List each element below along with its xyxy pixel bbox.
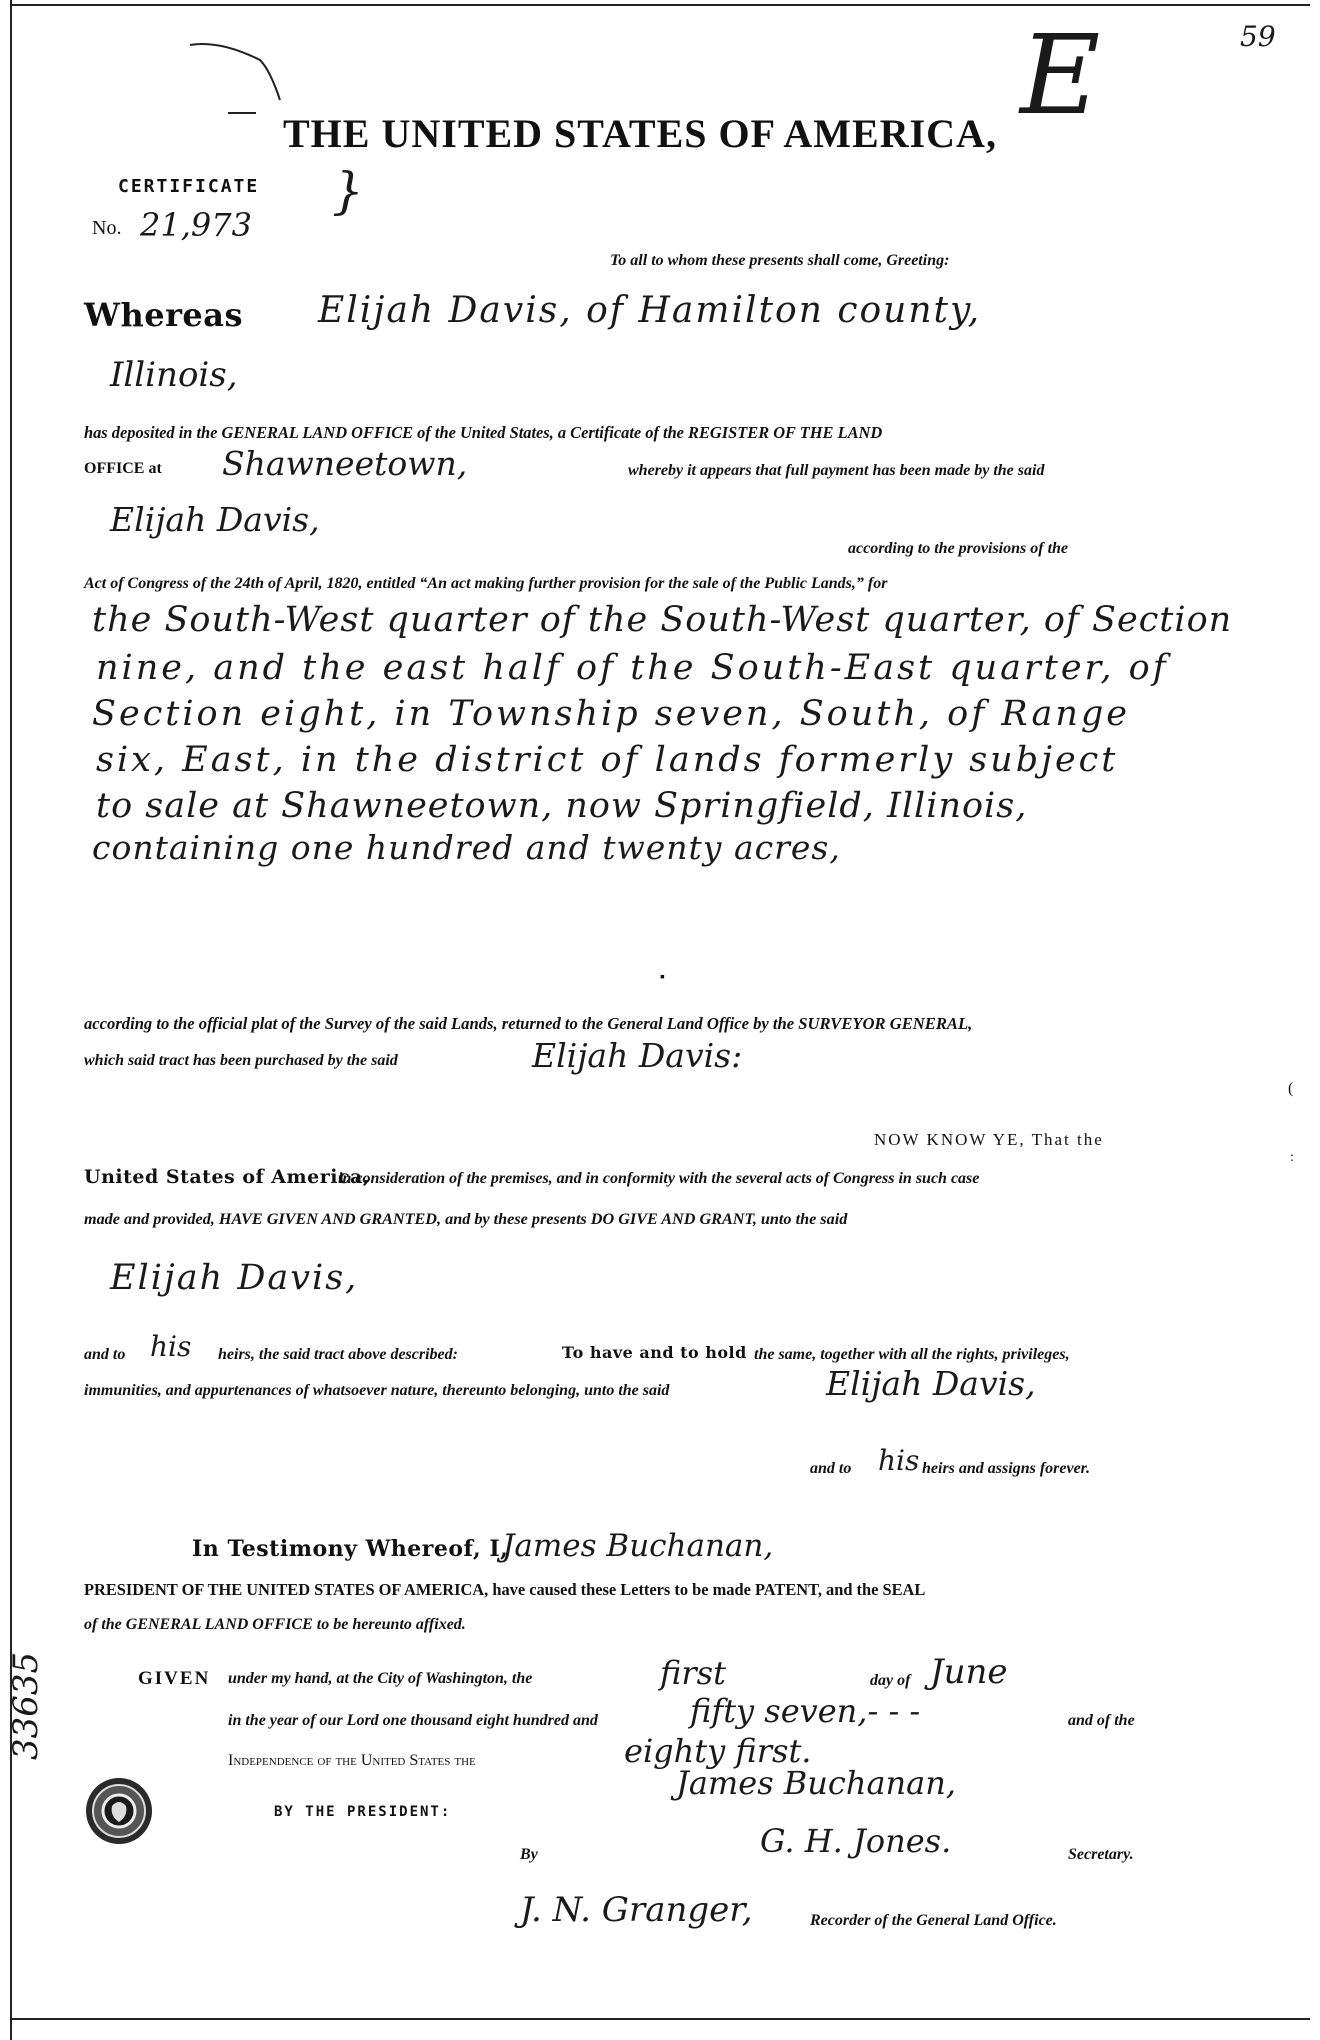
by-the-president: BY THE PRESIDENT: <box>274 1804 452 1820</box>
grantee-name-2: Elijah Davis, <box>826 1364 1036 1403</box>
top-border <box>10 4 1310 6</box>
grantee-line-1: Elijah Davis, of Hamilton county, <box>318 290 982 331</box>
now-know-ye: NOW KNOW YE, That the <box>874 1130 1104 1149</box>
secretary-label: Secretary. <box>1068 1846 1134 1863</box>
grantee-line-2: Illinois, <box>110 355 238 395</box>
land-description-line-4: six, East, in the district of lands formerly subject <box>96 740 1119 780</box>
payer-name: Elijah Davis, <box>110 500 320 539</box>
signature-secretary: G. H. Jones. <box>760 1822 952 1860</box>
small-mark: ▪ <box>660 970 665 985</box>
heirs-forever: heirs and assigns forever. <box>922 1460 1091 1477</box>
year-value: fifty seven,- - - <box>690 1692 921 1730</box>
president-name: James Buchanan, <box>502 1528 774 1564</box>
certificate-no-label: No. <box>92 217 122 239</box>
independence-value: eighty first. <box>624 1732 812 1770</box>
certificate-number: 21,973 <box>140 206 252 244</box>
whereas-heading: Whereas <box>84 296 244 334</box>
purchaser-name: Elijah Davis: <box>532 1036 743 1075</box>
seal-text: of the GENERAL LAND OFFICE to be hereunto affixed. <box>84 1616 466 1633</box>
bottom-border <box>10 2018 1310 2020</box>
and-of-the-label: and of the <box>1068 1712 1135 1729</box>
president-text: PRESIDENT OF THE UNITED STATES OF AMERICA, have caused these Letters to be made PATENT, and the SEAL <box>84 1580 926 1599</box>
grantee-name: Elijah Davis, <box>110 1258 359 1298</box>
given-label: GIVEN <box>138 1668 211 1689</box>
heirs-text: heirs, the said tract above described: <box>218 1346 458 1363</box>
margin-number: 33635 <box>6 1651 46 1760</box>
plat-text: according to the official plat of the Survey of the said Lands, returned to the General Land Office by the SURVEYOR GENERAL, <box>84 1014 973 1033</box>
his-2: his <box>878 1444 920 1477</box>
same-text: the same, together with all the rights, privileges, <box>754 1346 1070 1363</box>
corner-mark: E <box>1020 11 1101 139</box>
month-value: June <box>930 1652 1008 1692</box>
land-description-line-3: Section eight, in Township seven, South, of Range <box>92 694 1130 734</box>
provisions-text: according to the provisions of the <box>848 540 1069 557</box>
signature-president: James Buchanan, <box>676 1764 956 1802</box>
document-title: THE UNITED STATES OF AMERICA, <box>283 111 997 156</box>
small-mark: ( <box>1288 1080 1294 1097</box>
day-value: first <box>660 1654 726 1692</box>
testimony-gothic: In Testimony Whereof, I, <box>192 1536 509 1562</box>
act-text: Act of Congress of the 24th of April, 1820, entitled “An act making further provision for the sale of the Public Lands,” for <box>84 575 888 592</box>
office-place: Shawneetown, <box>222 444 468 483</box>
general-land-office-seal-icon <box>84 1776 154 1846</box>
office-at-label: OFFICE at <box>84 460 162 477</box>
immunities-text: immunities, and appurtenances of whatsoever nature, thereunto belonging, unto the said <box>84 1382 670 1399</box>
year-text: in the year of our Lord one thousand eight hundred and <box>228 1712 598 1729</box>
tract-text: which said tract has been purchased by the said <box>84 1052 398 1069</box>
given-granted-text: made and provided, HAVE GIVEN AND GRANTED, and by these presents DO GIVE AND GRANT, unto the said <box>84 1210 848 1228</box>
consideration-text: in consideration of the premises, and in conformity with the several acts of Congress in such case <box>338 1170 980 1187</box>
greeting: To all to whom these presents shall come, Greeting: <box>610 252 950 269</box>
deposit-text: has deposited in the GENERAL LAND OFFICE of the United States, a Certificate of the REGISTER OF THE LAND <box>84 423 883 442</box>
by-label: By <box>520 1846 538 1863</box>
his-1: his <box>150 1330 192 1363</box>
certificate-label: CERTIFICATE <box>118 176 260 197</box>
top-scribble-icon <box>180 30 300 120</box>
title-dash <box>228 112 256 114</box>
to-have-gothic: To have and to hold <box>562 1343 747 1362</box>
land-description-line-6: containing one hundred and twenty acres, <box>92 828 841 867</box>
independence-text: Independence of the United States the <box>228 1752 476 1769</box>
page-number: 59 <box>1240 20 1276 53</box>
and-to-label-2: and to <box>810 1460 852 1477</box>
land-description-line-5: to sale at Shawneetown, now Springfield, Illinois, <box>96 786 1028 826</box>
and-to-label-1: and to <box>84 1346 126 1363</box>
given-text: under my hand, at the City of Washington, the <box>228 1670 533 1687</box>
recorder-text: Recorder of the General Land Office. <box>810 1912 1057 1929</box>
certificate-brace: } <box>332 162 364 220</box>
day-of-label: day of <box>870 1672 911 1689</box>
whereby-text: whereby it appears that full payment has been made by the said <box>628 462 1045 479</box>
land-description-line-2: nine, and the east half of the South-East quarter, of <box>96 648 1169 688</box>
land-description-line-1: the South-West quarter of the South-West quarter, of Section <box>92 600 1233 640</box>
signature-recorder: J. N. Granger, <box>520 1890 753 1930</box>
united-states-gothic: United States of America, <box>84 1166 370 1188</box>
small-mark: : <box>1290 1150 1294 1165</box>
